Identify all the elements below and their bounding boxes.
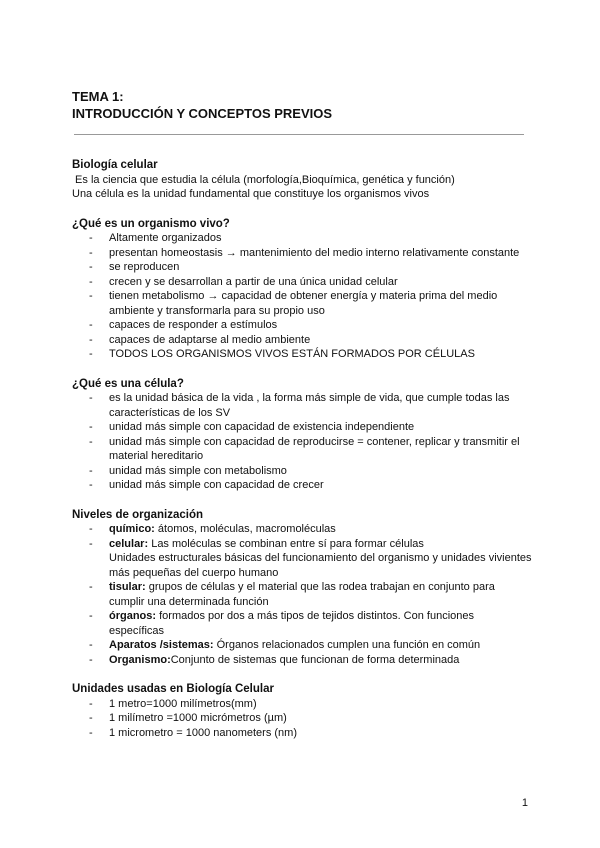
term-desc: Órganos relacionados cumplen una función en común <box>213 639 481 651</box>
section-heading: ¿Qué es una célula? <box>72 377 184 390</box>
bullet-dash: - <box>89 435 93 448</box>
term: Organismo: <box>109 653 171 666</box>
bullet-dash: - <box>89 261 93 273</box>
list-item <box>72 347 532 362</box>
list-item-text: capaces de responder a estímulos <box>109 319 278 331</box>
list-item-text: unidad más simple con capacidad de crecer <box>109 479 324 491</box>
list-item <box>72 391 532 420</box>
document-body <box>72 158 532 740</box>
bullet-dash: - <box>89 319 93 331</box>
bullet-dash: - <box>89 581 93 593</box>
list-item <box>72 478 532 493</box>
paragraph-line: Una célula es la unidad fundamental que constituye los organismos vivos <box>72 188 430 200</box>
bullet-dash: - <box>89 537 93 550</box>
section-niveles <box>72 508 532 668</box>
bullet-dash: - <box>89 333 93 346</box>
list-item <box>72 275 532 290</box>
bullet-list <box>72 697 532 741</box>
paragraph-line: Es la ciencia que estudia la célula (morfología,Bioquímica, genética y función) <box>72 173 455 186</box>
title-line-2: INTRODUCCIÓN Y CONCEPTOS PREVIOS <box>72 106 333 121</box>
bullet-dash: - <box>89 421 93 433</box>
list-item <box>72 537 532 581</box>
list-item <box>72 435 532 464</box>
list-item <box>72 318 532 333</box>
term-desc: Las moléculas se combinan entre sí para formar células <box>148 537 424 550</box>
term: órganos: <box>109 610 157 622</box>
bullet-dash: - <box>89 392 93 404</box>
list-item-text: crecen y se desarrollan a partir de una única unidad celular <box>109 275 398 288</box>
list-item-text: se reproducen <box>109 261 180 273</box>
bullet-dash: - <box>89 464 93 477</box>
list-item <box>72 711 532 726</box>
bullet-dash: - <box>89 523 93 535</box>
bullet-dash: - <box>89 712 93 724</box>
list-item <box>72 638 532 653</box>
bullet-dash: - <box>89 726 93 739</box>
term-desc: Conjunto de sistemas que funcionan de forma determinada <box>170 653 460 666</box>
list-item <box>72 522 532 537</box>
list-item-text: TODOS LOS ORGANISMOS VIVOS ESTÁN FORMADOS POR CÉLULAS <box>109 348 475 360</box>
bullet-dash: - <box>89 479 93 491</box>
section-heading: Unidades usadas en Biología Celular <box>72 683 274 695</box>
bullet-dash: - <box>89 275 93 288</box>
list-item <box>72 420 532 435</box>
list-item <box>72 609 532 638</box>
section-heading: Niveles de organización <box>72 508 204 521</box>
term: químico: <box>109 523 155 535</box>
list-item <box>72 260 532 275</box>
bullet-dash: - <box>89 639 93 651</box>
list-item-text: tienen metabolismo → capacidad de obtener energía y materia prima del medio ambiente y transformarla para su propio uso <box>109 290 498 317</box>
list-item-text: 1 micrometro = 1000 nanometers (nm) <box>109 726 297 739</box>
section-unidades <box>72 682 532 740</box>
bullet-dash: - <box>89 348 93 360</box>
term: tisular: <box>109 581 146 593</box>
term-desc: formados por dos a más tipos de tejidos distintos. Con funciones específicas <box>109 610 475 637</box>
list-item <box>72 726 532 741</box>
list-item <box>72 580 532 609</box>
list-item-text: presentan homeostasis → mantenimiento del medio interno relativamente constante <box>109 246 520 259</box>
section-biologia <box>72 158 532 202</box>
bullet-dash: - <box>89 653 93 666</box>
list-item-text: capaces de adaptarse al medio ambiente <box>109 333 311 346</box>
list-item-text: unidad más simple con capacidad de existencia independiente <box>109 421 415 433</box>
section-celula <box>72 377 532 493</box>
bullet-list <box>72 231 532 362</box>
list-item-text: 1 metro=1000 milímetros(mm) <box>109 697 257 710</box>
list-item-text: es la unidad básica de la vida , la forma más simple de vida, que cumple todas las características de los SV <box>109 392 510 419</box>
section-organismo <box>72 217 532 362</box>
term-extra: Unidades estructurales básicas del funcionamiento del organismo y unidades vivientes más pequeñas del cuerpo humano <box>109 552 532 579</box>
term-desc: átomos, moléculas, macromoléculas <box>154 523 336 535</box>
page-title <box>72 88 332 122</box>
list-item-text: unidad más simple con capacidad de reproducirse = contener, replicar y transmitir el material hereditario <box>109 435 520 462</box>
list-item <box>72 697 532 712</box>
title-line-1: TEMA 1: <box>72 89 124 104</box>
term: celular: <box>109 537 149 550</box>
bullet-dash: - <box>89 246 93 259</box>
list-item-text: Altamente organizados <box>109 232 222 244</box>
list-item <box>72 246 532 261</box>
bullet-dash: - <box>89 697 93 710</box>
list-item <box>72 653 532 668</box>
list-item <box>72 289 532 318</box>
bullet-dash: - <box>89 290 93 302</box>
list-item <box>72 231 532 246</box>
bullet-list <box>72 522 532 667</box>
list-item <box>72 333 532 348</box>
bullet-dash: - <box>89 232 93 244</box>
section-heading: Biología celular <box>72 159 158 171</box>
title-divider <box>74 134 524 135</box>
bullet-dash: - <box>89 610 93 622</box>
list-item-text: 1 milímetro =1000 micrómetros (µm) <box>109 712 287 724</box>
term-desc: grupos de células y el material que las rodea trabajan en conjunto para cumplir una determinada función <box>109 581 495 608</box>
section-heading: ¿Qué es un organismo vivo? <box>72 217 230 230</box>
bullet-list <box>72 391 532 493</box>
term: Aparatos /sistemas: <box>109 639 214 651</box>
page-number: 1 <box>521 797 528 809</box>
list-item-text: unidad más simple con metabolismo <box>109 464 287 477</box>
list-item <box>72 464 532 479</box>
